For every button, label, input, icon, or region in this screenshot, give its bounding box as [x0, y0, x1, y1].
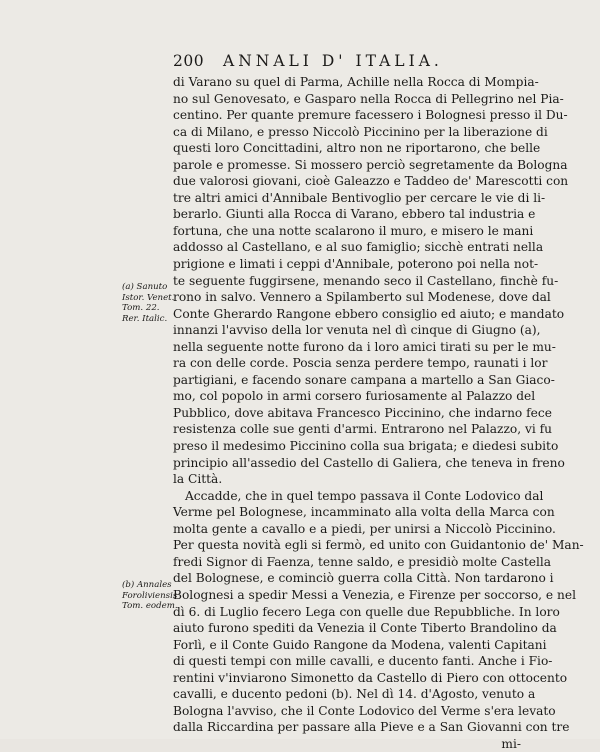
text-line: Bologna l'avviso, che il Conte Lodovico del Verme s'era levato: [173, 703, 556, 718]
text-line: due valorosi giovani, cioè Galeazzo e Taddeo de' Marescotti con: [173, 174, 569, 189]
text-line: partigiani, e facendo sonare campana a martello a San Giaco-: [173, 372, 555, 387]
text-line: parole e promesse. Si mossero perciò segretamente da Bologna: [173, 157, 568, 172]
text-line: ca di Milano, e presso Niccolò Piccinino per la liberazione di: [173, 124, 548, 139]
text-line: Per questa novità egli si fermò, ed unito con Guidantonio de' Man-: [173, 538, 584, 553]
text-line: resistenza colle sue genti d'armi. Entrarono nel Palazzo, vi fu: [173, 422, 553, 437]
text-line: rono in salvo. Vennero a Spilamberto sul Modenese, dove dal: [173, 290, 551, 305]
page-header: [173, 52, 513, 74]
text-line: tre altri amici d'Annibale Bentivoglio per cercare le vie di li-: [173, 190, 546, 205]
text-line: Accadde, che in quel tempo passava il Conte Lodovico dal: [185, 488, 544, 503]
text-line: di Varano su quel di Parma, Achille nella Rocca di Mompia-: [173, 75, 539, 89]
margin-note-b: [122, 580, 178, 612]
text-line: Verme pel Bolognese, incamminato alla volta della Marca con: [173, 505, 555, 520]
text-line: fredi Signor di Faenza, tenne saldo, e presidiò molte Castella: [173, 554, 552, 569]
text-line: questi loro Concittadini, altro non ne riportarono, che belle: [173, 141, 541, 156]
text-line: berarlo. Giunti alla Rocca di Varano, ebbero tal industria e: [173, 207, 536, 222]
margin-note-line: (b) Annales: [122, 580, 172, 590]
text-line: Forlì, e il Conte Guido Rangone da Modena, valenti Capitani: [173, 637, 547, 652]
text-line: addosso al Castellano, e al suo famiglio; sicchè entrati nella: [173, 240, 544, 255]
text-line: mo, col popolo in armi corsero furiosamente al Palazzo del: [173, 389, 536, 404]
margin-note-line: Tom. eodem.: [122, 601, 178, 612]
text-line: prigione e limati i ceppi d'Annibale, poterono poi nella not-: [173, 257, 539, 272]
text-line: dalla Riccardina per passare alla Pieve e a San Giovanni con tre: [173, 720, 570, 735]
text-line: molta gente a cavallo e a piedi, per unirsi a Niccolò Piccinino.: [173, 521, 556, 536]
text-line: cavalli, e ducento pedoni (b). Nel dì 14. d'Agosto, venuto a: [173, 687, 536, 702]
margin-note-line: (a) Sanuto: [122, 282, 168, 292]
text-line: principio all'assedio del Castello di Galiera, che teneva in freno: [173, 455, 565, 470]
body-text: [173, 74, 584, 752]
text-line: preso il medesimo Piccinino colla sua brigata; e diedesi subito: [173, 439, 559, 454]
margin-note-line: Istor. Venet.: [122, 292, 175, 303]
text-line: innanzi l'avviso della lor venuta nel dì cinque di Giugno (a),: [173, 323, 541, 338]
text-line: Pubblico, dove abitava Francesco Piccinino, che indarno fece: [173, 405, 552, 420]
catchword: mi-: [501, 736, 521, 751]
text-line: rentini v'inviarono Simonetto da Castello di Piero con ottocento: [173, 670, 568, 685]
text-line: Bolognesi a spedir Messi a Venezia, e Firenze per soccorso, e nel: [173, 587, 576, 602]
text-line: di questi tempi con mille cavalli, e ducento fanti. Anche i Fio-: [173, 654, 553, 669]
margin-note-a: [122, 282, 178, 324]
page-number: 200: [173, 52, 205, 70]
margin-note-line: Foroliviensis: [122, 590, 178, 601]
margin-note-line: Tom. 22.: [122, 303, 160, 314]
text-line: ra con delle corde. Poscia senza perdere tempo, raunati i lor: [173, 356, 548, 371]
text-line: no sul Genovesato, e Gasparo nella Rocca di Pellegrino nel Pia-: [173, 91, 564, 106]
text-line: Conte Gherardo Rangone ebbero consiglio ed aiuto; e mandato: [173, 306, 565, 321]
text-line: la Città.: [173, 472, 223, 487]
text-line: nella seguente notte furono da i loro amici tirati su per le mu-: [173, 339, 556, 354]
text-line: centino. Per quante premure facessero i Bolognesi presso il Du-: [173, 108, 568, 123]
running-title: ANNALI D' ITALIA.: [223, 52, 443, 70]
text-line: aiuto furono spediti da Venezia il Conte Tiberto Brandolino da: [173, 621, 557, 636]
text-line: dì 6. di Luglio fecero Lega con quelle due Repubbliche. In loro: [173, 604, 560, 619]
text-line: del Bolognese, e cominciò guerra colla Città. Non tardarono i: [173, 571, 554, 586]
margin-note-line: Rer. Italic.: [122, 313, 168, 324]
text-line: te seguente fuggirsene, menando seco il Castellano, finchè fu-: [173, 273, 559, 288]
text-line: fortuna, che una notte scalarono il muro, e misero le mani: [173, 223, 534, 238]
